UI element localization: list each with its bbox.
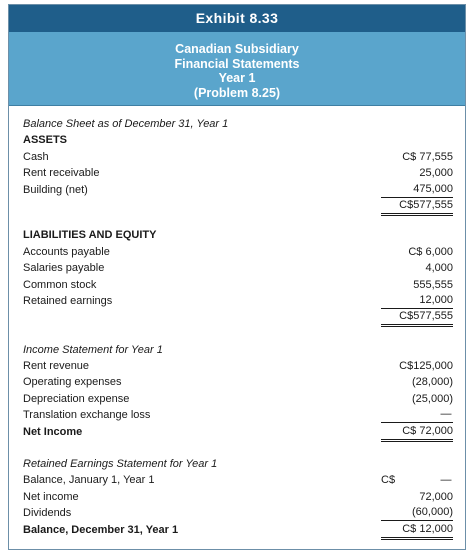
salaries-payable-row: Salaries payable 4,000 — [23, 262, 453, 275]
rent-revenue-row: Rent revenue C$125,000 — [23, 360, 453, 373]
cash-row: Cash C$ 77,555 — [23, 150, 453, 163]
translation-loss-amount: — — [440, 408, 452, 421]
rent-receivable-row: Rent receivable 25,000 — [23, 167, 453, 180]
balance-jan-amount: — — [440, 474, 452, 487]
retained-earnings-row: Retained earnings 12,000 — [23, 293, 453, 307]
translation-loss-row: Translation exchange loss — — [23, 408, 452, 422]
assets-header: ASSETS — [23, 134, 68, 147]
common-stock-row: Common stock 555,555 — [23, 278, 453, 291]
building-row: Building (net) 475,000 — [23, 182, 453, 196]
liabilities-header: LIABILITIES AND EQUITY — [23, 229, 157, 242]
total-liabilities-row: C$577,555 — [23, 309, 453, 325]
exhibit-frame — [8, 4, 466, 550]
accounts-payable-row: Accounts payable C$ 6,000 — [23, 245, 453, 258]
net-income-row: Net Income C$ 72,000 — [23, 424, 453, 440]
heading-line-3: Year 1 — [218, 71, 256, 85]
statements-body — [9, 106, 465, 538]
dividends-row: Dividends (60,000) — [23, 506, 453, 520]
depreciation-row: Depreciation expense (25,000) — [23, 392, 453, 405]
re-net-income-row: Net income 72,000 — [23, 490, 453, 503]
balance-jan-currency: C$ — [381, 474, 396, 487]
heading-line-4: (Problem 8.25) — [193, 85, 281, 100]
heading-line-2: Financial Statements — [174, 56, 300, 71]
statement-heading — [9, 32, 465, 106]
balance-sheet-title: Balance Sheet as of December 31, Year 1 — [23, 118, 229, 130]
heading-line-1: Canadian Subsidiary — [175, 42, 299, 56]
operating-expenses-row: Operating expenses (28,000) — [23, 376, 453, 389]
total-assets-row: C$577,555 — [23, 198, 453, 214]
exhibit-title: Exhibit 8.33 — [9, 5, 465, 32]
balance-dec-row: Balance, December 31, Year 1 C$ 12,000 — [23, 522, 453, 538]
income-statement-title: Income Statement for Year 1 — [23, 343, 163, 356]
re-statement-title: Retained Earnings Statement for Year 1 — [23, 458, 218, 471]
balance-jan-row: Balance, January 1, Year 1 C$ — — [23, 472, 453, 488]
